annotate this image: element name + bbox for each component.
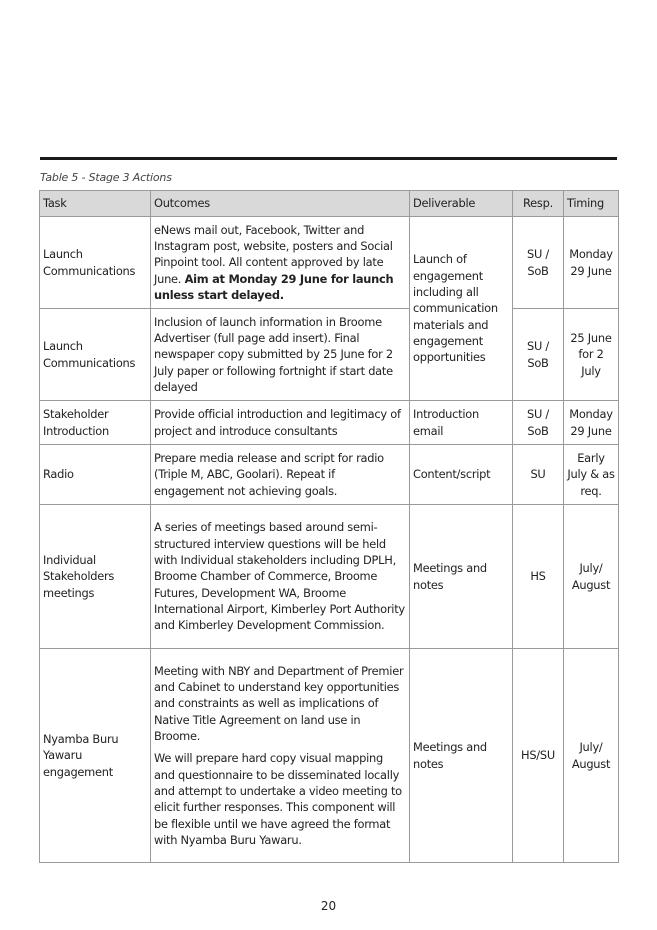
outcomes-cell bbox=[151, 217, 410, 309]
outcomes-paragraph: We will prepare hard copy visual mapping and questionnaire to be disseminated locally and attempt to undertake a video meeting to elicit further responses. This component will be flexible until we have agreed the format with Nyamba Buru Yawaru. bbox=[154, 751, 402, 847]
outcomes-cell: Inclusion of launch information in Broome Advertiser (full page add insert). Final newspaper copy submitted by 25 June for 2 July paper or following fortnight if start date delayed bbox=[151, 309, 410, 401]
timing-cell: Monday 29 June bbox=[564, 401, 619, 445]
resp-cell: SU / SoB bbox=[513, 401, 564, 445]
header-deliverable: Deliverable bbox=[410, 191, 513, 217]
deliverable-cell: Meetings and notes bbox=[410, 649, 513, 863]
timing-cell: Monday 29 June bbox=[564, 217, 619, 309]
outcomes-bold-text: Aim at Monday 29 June for launch unless start delayed. bbox=[154, 271, 394, 302]
header-timing: Timing bbox=[564, 191, 619, 217]
deliverable-cell: Content/script bbox=[410, 445, 513, 505]
resp-cell: SU / SoB bbox=[513, 217, 564, 309]
deliverable-cell: Launch of engagement including all communication materials and engagement opportunities bbox=[410, 217, 513, 401]
task-cell: Launch Communications bbox=[40, 309, 151, 401]
outcomes-cell: Provide official introduction and legitimacy of project and introduce consultants bbox=[151, 401, 410, 445]
resp-cell: HS/SU bbox=[513, 649, 564, 863]
page-number: 20 bbox=[320, 899, 337, 913]
task-cell: Launch Communications bbox=[40, 217, 151, 309]
table-header-row bbox=[40, 191, 619, 217]
table-caption: Table 5 - Stage 3 Actions bbox=[40, 171, 172, 184]
header-outcomes: Outcomes bbox=[151, 191, 410, 217]
table-row bbox=[40, 309, 619, 401]
resp-cell: SU bbox=[513, 445, 564, 505]
task-cell: Individual Stakeholders meetings bbox=[40, 505, 151, 649]
top-rule bbox=[40, 157, 617, 160]
task-cell: Radio bbox=[40, 445, 151, 505]
outcomes-cell: A series of meetings based around semi-structured interview questions will be held with Individual stakeholders including DPLH, Broome Chamber of Commerce, Broome Futures, Development WA, Broome International Airport, Kimberley Port Authority and Kimberley Development Commission. bbox=[151, 505, 410, 649]
task-cell: Stakeholder Introduction bbox=[40, 401, 151, 445]
outcomes-cell: Prepare media release and script for radio (Triple M, ABC, Goolari). Repeat if engagement not achieving goals. bbox=[151, 445, 410, 505]
table-row bbox=[40, 401, 619, 445]
deliverable-cell: Introduction email bbox=[410, 401, 513, 445]
table-row bbox=[40, 217, 619, 309]
resp-cell: HS bbox=[513, 505, 564, 649]
table-row bbox=[40, 445, 619, 505]
stage3-actions-table bbox=[39, 190, 619, 863]
timing-cell: Early July & as req. bbox=[564, 445, 619, 505]
table-row bbox=[40, 649, 619, 863]
timing-cell: July/ August bbox=[564, 649, 619, 863]
outcomes-cell bbox=[151, 649, 410, 863]
task-cell: Nyamba Buru Yawaru engagement bbox=[40, 649, 151, 863]
table-row bbox=[40, 505, 619, 649]
resp-cell: SU / SoB bbox=[513, 309, 564, 401]
timing-cell: July/ August bbox=[564, 505, 619, 649]
outcomes-paragraph: Meeting with NBY and Department of Premier and Cabinet to understand key opportunities and constraints as well as implications of Native Title Agreement on land use in Broome. bbox=[154, 663, 404, 744]
header-resp: Resp. bbox=[513, 191, 564, 217]
timing-cell: 25 June for 2 July bbox=[564, 309, 619, 401]
header-task: Task bbox=[40, 191, 151, 217]
deliverable-cell: Meetings and notes bbox=[410, 505, 513, 649]
outcomes-text: eNews mail out, Facebook, Twitter and Instagram post, website, posters and Social Pinpoint tool. All content approved by late June. bbox=[154, 222, 393, 286]
